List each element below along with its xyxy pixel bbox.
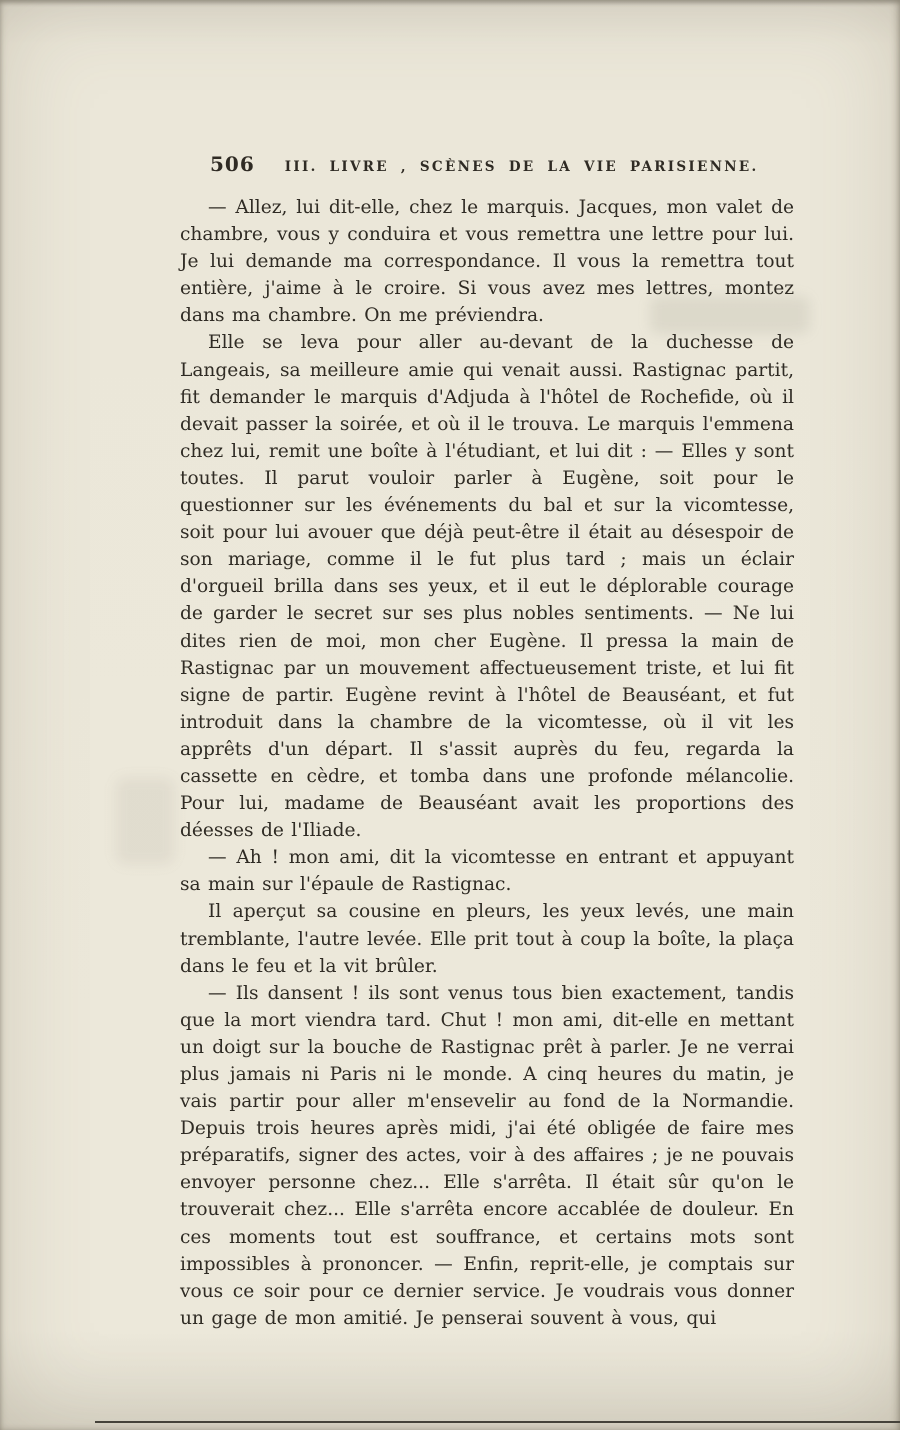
paragraph: — Allez, lui dit-elle, chez le marquis. Jacques, mon valet de chambre, vous y conduira et vous remettra une lettre pour lui. Je lui demande ma correspondance. Il vous la remettra tout entière, j'aime à le croire. Si vous avez mes lettres, montez dans ma chambre. On me préviendra. — [180, 197, 794, 327]
running-header: III. LIVRE , SCÈNES DE LA VIE PARISIENNE. — [284, 159, 759, 175]
page-number: 506 — [210, 152, 255, 176]
paragraph: Elle se leva pour aller au-devant de la duchesse de Langeais, sa meilleure amie qui venait aussi. Rastignac partit, fit demander le marquis d'Adjuda à l'hôtel de Rochefide, où il devait passer la soirée, et où il le trouva. Le marquis l'emmena chez lui, remit une boîte à l'étudiant, et lui dit : — Elles y sont toutes. Il parut vouloir parler à Eugène, soit pour le questionner sur les événements du bal et sur la vicomtesse, soit pour lui avouer que déjà peut-être il était au désespoir de son mariage, comme il le fut plus tard ; mais un éclair d'orgueil brilla dans ses yeux, et il eut le déplorable courage de garder le secret sur ses plus nobles sentiments. — Ne lui dites rien de moi, mon cher Eugène. Il pressa la main de Rastignac par un mouvement affectueusement triste, et lui fit signe de partir. Eugène revint à l'hôtel de Beauséant, et fut introduit dans la chambre de la vicomtesse, où il vit les apprêts d'un départ. Il s'assit auprès du feu, regarda la cassette en cèdre, et tomba dans une profonde mélancolie. Pour lui, madame de Beauséant avait les proportions des déesses de l'Iliade. — [180, 332, 794, 842]
bleed-through-smudge — [116, 778, 174, 864]
scan-edge-line — [95, 1421, 900, 1423]
page-text-block — [180, 152, 794, 1332]
paragraph: — Ils dansent ! ils sont venus tous bien exactement, tandis que la mort viendra tard. Chut ! mon ami, dit-elle en mettant un doigt sur la bouche de Rastignac prêt à parler. Je ne verrai plus jamais ni Paris ni le monde. A cinq heures du matin, je vais partir pour aller m'ensevelir au fond de la Normandie. Depuis trois heures après midi, j'ai été obligée de faire mes préparatifs, signer des actes, voir à des affaires ; je ne pouvais envoyer personne chez... Elle s'arrêta. Il était sûr qu'on le trouverait chez... Elle s'arrêta encore accablée de douleur. En ces moments tout est souffrance, et certains mots sont impossibles à prononcer. — Enfin, reprit-elle, je comptais sur vous ce soir pour ce dernier service. Je voudrais vous donner un gage de mon amitié. Je penserai souvent à vous, qui — [180, 982, 794, 1329]
paragraph: — Ah ! mon ami, dit la vicomtesse en entrant et appuyant sa main sur l'épaule de Rastignac. — [180, 847, 794, 896]
page-header — [180, 152, 794, 176]
paragraph: Il aperçut sa cousine en pleurs, les yeux levés, une main tremblante, l'autre levée. Elle prit tout à coup la boîte, la plaça dans le feu et la vit brûler. — [180, 901, 794, 977]
